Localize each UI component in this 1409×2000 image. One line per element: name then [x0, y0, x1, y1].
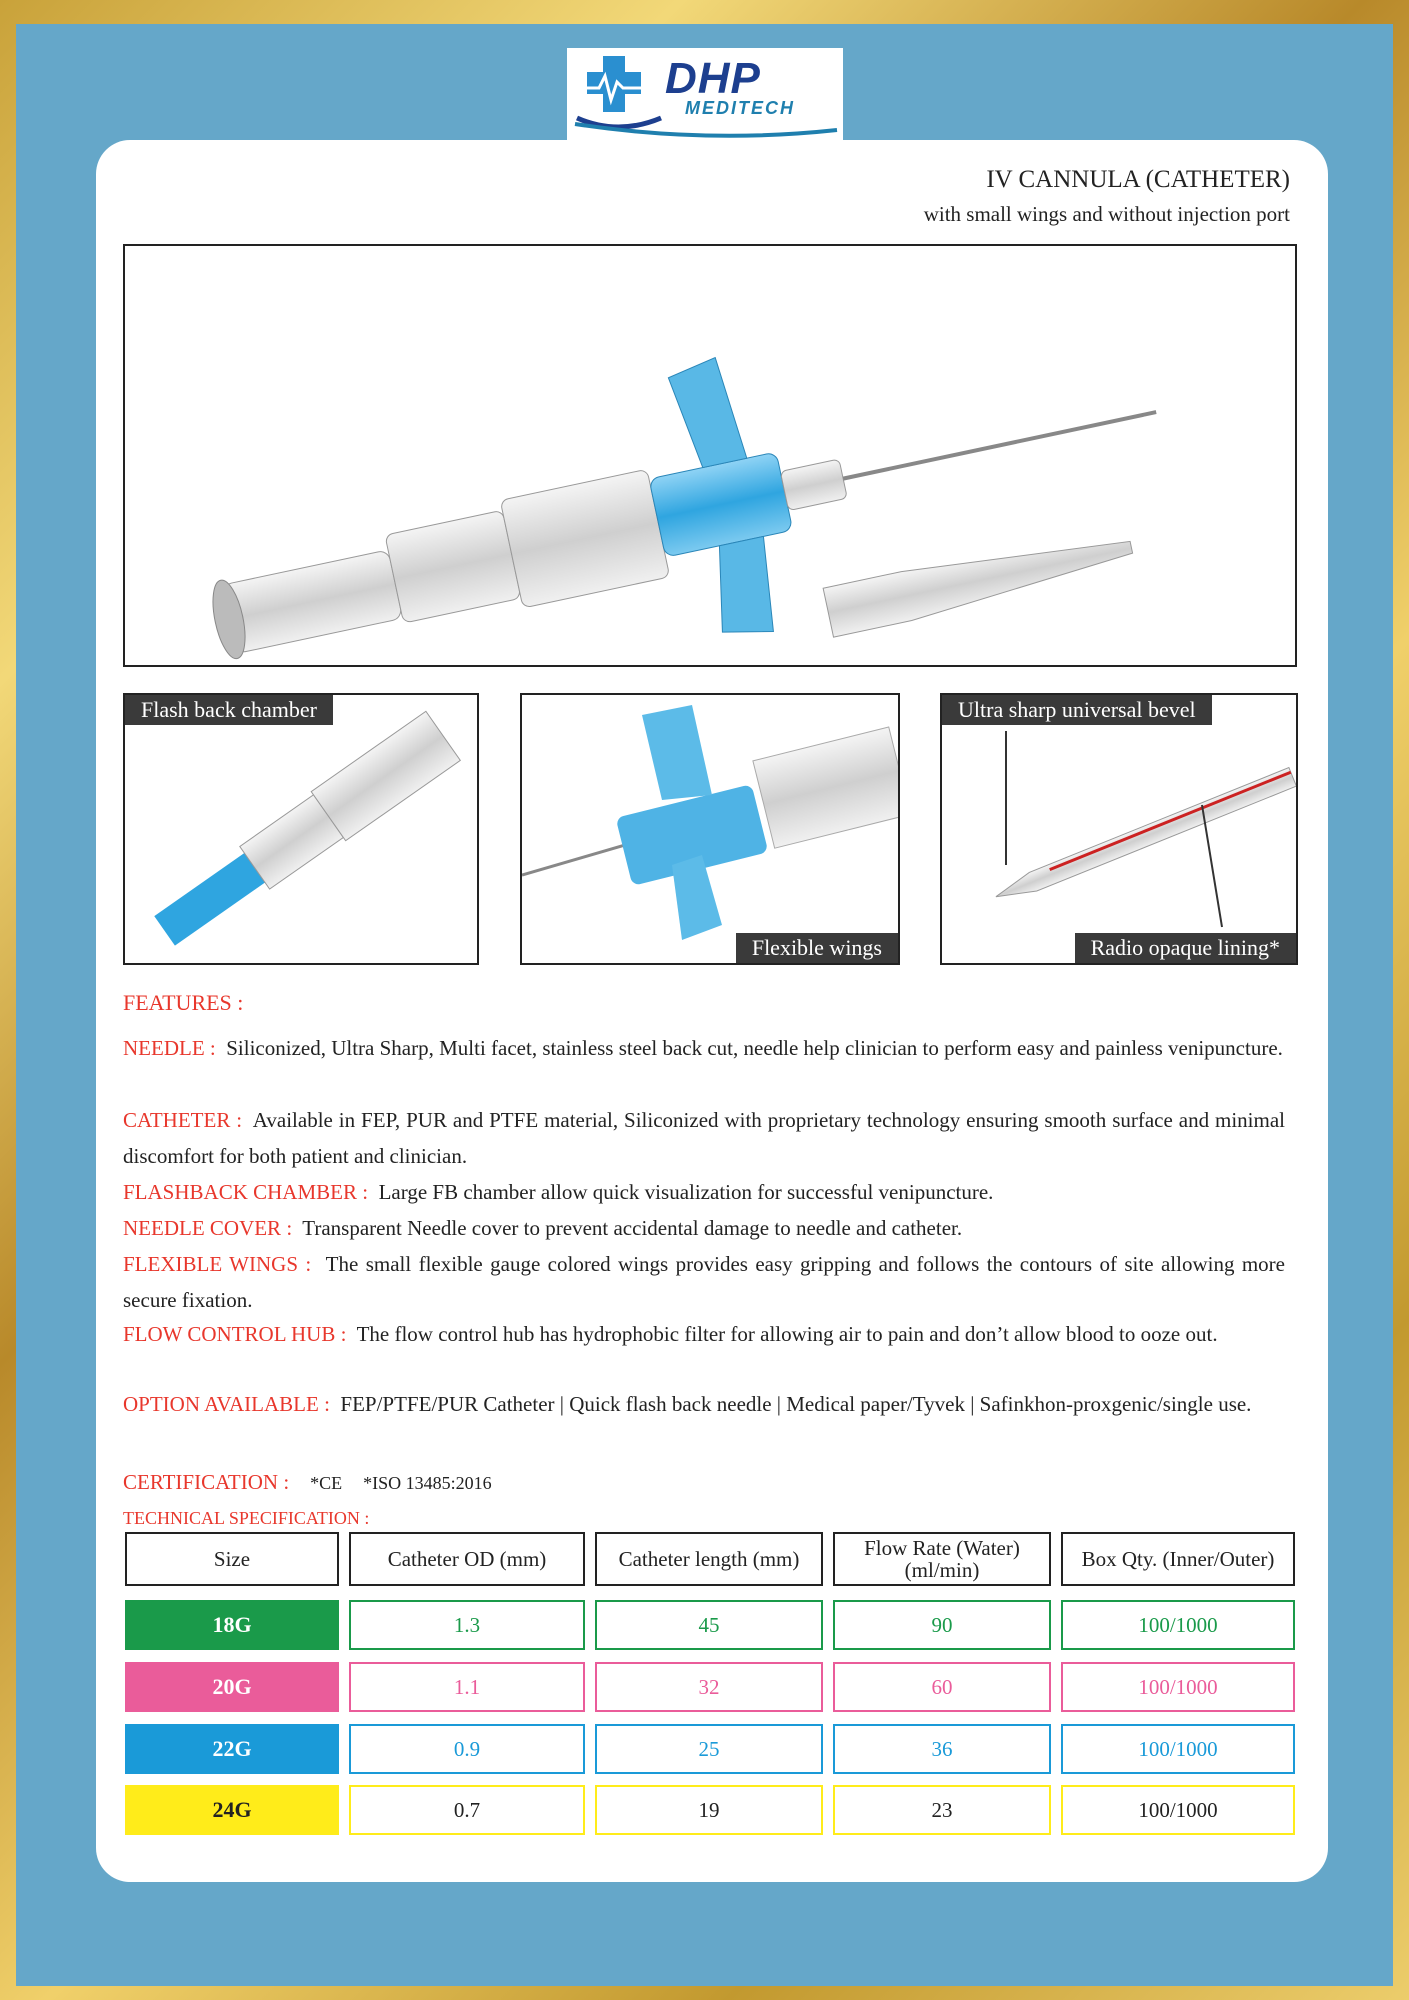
brand-logo [567, 48, 843, 140]
feature-label: FLASHBACK CHAMBER : [123, 1180, 369, 1204]
feature-label: FLOW CONTROL HUB : [123, 1322, 347, 1346]
spec-cell: 25 [595, 1724, 823, 1774]
flexible-wings-label: Flexible wings [736, 933, 898, 963]
feature-wings [123, 1246, 1285, 1318]
spec-cell: 36 [833, 1724, 1051, 1774]
feature-label: FLEXIBLE WINGS : [123, 1252, 312, 1276]
spec-cell: 19 [595, 1785, 823, 1835]
feature-needle-cover [123, 1210, 1285, 1246]
spec-cell: 0.9 [349, 1724, 585, 1774]
iso-mark: *ISO 13485:2016 [363, 1473, 492, 1493]
flash-chamber-label: Flash back chamber [125, 695, 333, 725]
feature-text: Siliconized, Ultra Sharp, Multi facet, stainless steel back cut, needle help clinician to perform easy and painless venipuncture. [226, 1036, 1283, 1060]
product-card [96, 140, 1328, 1882]
feature-label: NEEDLE COVER : [123, 1216, 293, 1240]
features-title: FEATURES : [123, 990, 244, 1015]
spec-cell: 23 [833, 1785, 1051, 1835]
logo-swoosh [567, 48, 843, 140]
header-size: Size [125, 1532, 339, 1586]
feature-text: FEP/PTFE/PUR Catheter | Quick flash back needle | Medical paper/Tyvek | Safinkhon-proxgenic/single use. [340, 1392, 1252, 1416]
feature-text: The small flexible gauge colored wings provides easy gripping and follows the contours of site allowing more secure fixation. [123, 1252, 1285, 1312]
header-od: Catheter OD (mm) [349, 1532, 585, 1586]
feature-label: OPTION AVAILABLE : [123, 1392, 330, 1416]
feature-text: Transparent Needle cover to prevent accidental damage to needle and catheter. [302, 1216, 963, 1240]
product-title: IV CANNULA (CATHETER) [986, 166, 1290, 193]
feature-flashback [123, 1174, 1285, 1210]
feature-text: Large FB chamber allow quick visualization for successful venipuncture. [378, 1180, 994, 1204]
spec-cell: 90 [833, 1600, 1051, 1650]
flexible-wings-illustration [522, 695, 898, 963]
spec-cell: 0.7 [349, 1785, 585, 1835]
size-cell: 22G [125, 1724, 339, 1774]
feature-label: NEEDLE : [123, 1036, 216, 1060]
size-cell: 18G [125, 1600, 339, 1650]
iv-cannula-illustration [125, 246, 1295, 665]
header-box: Box Qty. (Inner/Outer) [1061, 1532, 1295, 1586]
feature-needle [123, 1030, 1285, 1066]
logo-subtext: MEDITECH [685, 98, 795, 118]
certification-label: CERTIFICATION : [123, 1470, 290, 1494]
flash-chamber-illustration [125, 695, 477, 963]
spec-cell: 100/1000 [1061, 1724, 1295, 1774]
size-cell: 24G [125, 1785, 339, 1835]
logo-text: DHP [665, 54, 761, 103]
needle-bevel-illustration [942, 695, 1296, 963]
header-flow: Flow Rate (Water) (ml/min) [833, 1532, 1051, 1586]
flash-chamber-image [123, 693, 479, 965]
product-subtitle: with small wings and without injection port [923, 202, 1290, 226]
spec-cell: 100/1000 [1061, 1600, 1295, 1650]
header-length: Catheter length (mm) [595, 1532, 823, 1586]
feature-catheter [123, 1102, 1285, 1174]
ce-mark: *CE [310, 1473, 343, 1493]
spec-cell: 1.1 [349, 1662, 585, 1712]
tech-spec-label: TECHNICAL SPECIFICATION : [123, 1508, 370, 1528]
feature-label: CATHETER : [123, 1108, 243, 1132]
spec-cell: 60 [833, 1662, 1051, 1712]
feature-flow-hub [123, 1316, 1285, 1352]
spec-cell: 100/1000 [1061, 1785, 1295, 1835]
main-product-image [123, 244, 1297, 667]
spec-cell: 32 [595, 1662, 823, 1712]
flexible-wings-image [520, 693, 900, 965]
bevel-label: Ultra sharp universal bevel [942, 695, 1212, 725]
certification [123, 1470, 492, 1495]
spec-cell: 45 [595, 1600, 823, 1650]
feature-text: The flow control hub has hydrophobic filter for allowing air to pain and don’t allow blood to ooze out. [356, 1322, 1218, 1346]
size-cell: 20G [125, 1662, 339, 1712]
feature-options [123, 1386, 1285, 1422]
spec-cell: 100/1000 [1061, 1662, 1295, 1712]
feature-text: Available in FEP, PUR and PTFE material, Siliconized with proprietary technology ensuring smooth surface and minimal discomfort for both patient and clinician. [123, 1108, 1285, 1168]
spec-cell: 1.3 [349, 1600, 585, 1650]
lining-label: Radio opaque lining* [1075, 933, 1296, 963]
needle-bevel-image [940, 693, 1298, 965]
